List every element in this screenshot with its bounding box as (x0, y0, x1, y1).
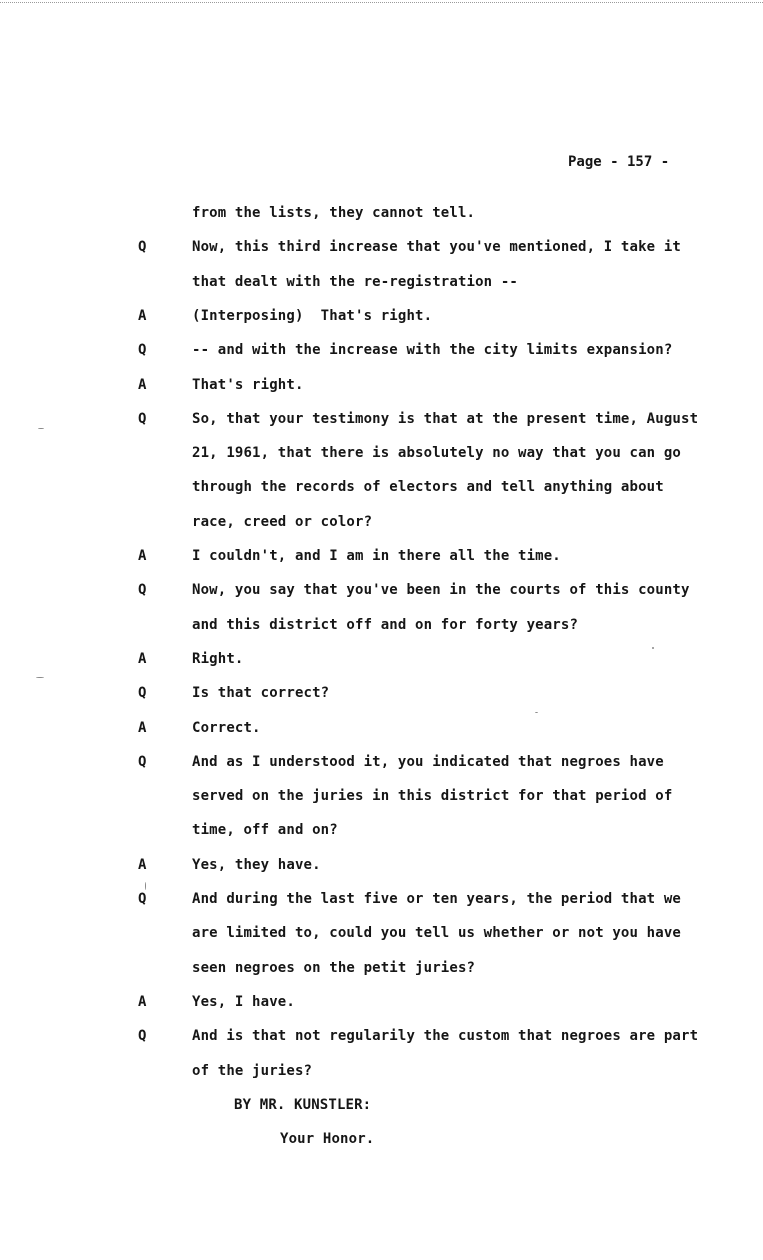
transcript-line: that dealt with the re-registration -- (192, 273, 518, 290)
question-label: Q (138, 685, 147, 702)
transcript-line: through the records of electors and tell anything about (192, 479, 664, 496)
transcript-line: (Interposing) That's right. (192, 307, 433, 324)
speaker-text: Your Honor. (280, 1131, 375, 1148)
answer-label: A (138, 993, 147, 1010)
transcript-line: time, off and on? (192, 822, 338, 839)
transcript-line: Correct. (192, 719, 261, 736)
scan-speck (36, 677, 44, 678)
question-label: Q (138, 239, 147, 256)
transcript-line: And is that not regularily the custom that negroes are part (192, 1028, 699, 1045)
question-label: Q (138, 891, 147, 907)
speaker-heading: BY MR. KUNSTLER: (234, 1096, 372, 1113)
scan-speck (38, 428, 44, 429)
answer-label: A (138, 307, 147, 324)
question-label: Q (138, 410, 147, 427)
transcript-line: Now, this third increase that you've mentioned, I take it (192, 239, 681, 256)
transcript-line: Yes, they have. (192, 856, 321, 873)
transcript-line: race, creed or color? (192, 513, 373, 530)
question-label: Q (138, 582, 147, 599)
transcript-line: That's right. (192, 376, 304, 393)
transcript-line: So, that your testimony is that at the present time, August (192, 410, 699, 427)
answer-label: A (138, 856, 147, 873)
transcript-line: -- and with the increase with the city limits expansion? (192, 342, 673, 359)
transcript-line: Right. (192, 650, 244, 667)
transcript-line: And as I understood it, you indicated that negroes have (192, 753, 664, 770)
transcript-line: Is that correct? (192, 685, 330, 702)
answer-label: A (138, 650, 147, 667)
page-number: Page - 157 - (568, 154, 670, 170)
scan-speck (535, 712, 538, 713)
transcript-line: and this district off and on for forty years? (192, 616, 579, 633)
scan-speck (145, 882, 146, 890)
transcript-line: Yes, I have. (192, 993, 295, 1010)
question-label: Q (138, 342, 147, 359)
top-scan-rule (0, 2, 763, 3)
transcript-line: seen negroes on the petit juries? (192, 959, 476, 976)
transcript-line: I couldn't, and I am in there all the time. (192, 548, 561, 564)
transcript-line: served on the juries in this district for that period of (192, 788, 673, 805)
transcript-line: 21, 1961, that there is absolutely no way that you can go (192, 445, 681, 462)
question-label: Q (138, 753, 147, 770)
transcript-line: of the juries? (192, 1062, 313, 1079)
answer-label: A (138, 376, 147, 393)
answer-label: A (138, 719, 147, 736)
transcript-line: from the lists, they cannot tell. (192, 205, 476, 221)
transcript-line: Now, you say that you've been in the courts of this county (192, 582, 690, 599)
transcript-line: And during the last five or ten years, the period that we (192, 891, 681, 907)
scan-speck (652, 647, 654, 649)
answer-label: A (138, 548, 147, 564)
transcript-line: are limited to, could you tell us whether or not you have (192, 925, 681, 942)
question-label: Q (138, 1028, 147, 1045)
